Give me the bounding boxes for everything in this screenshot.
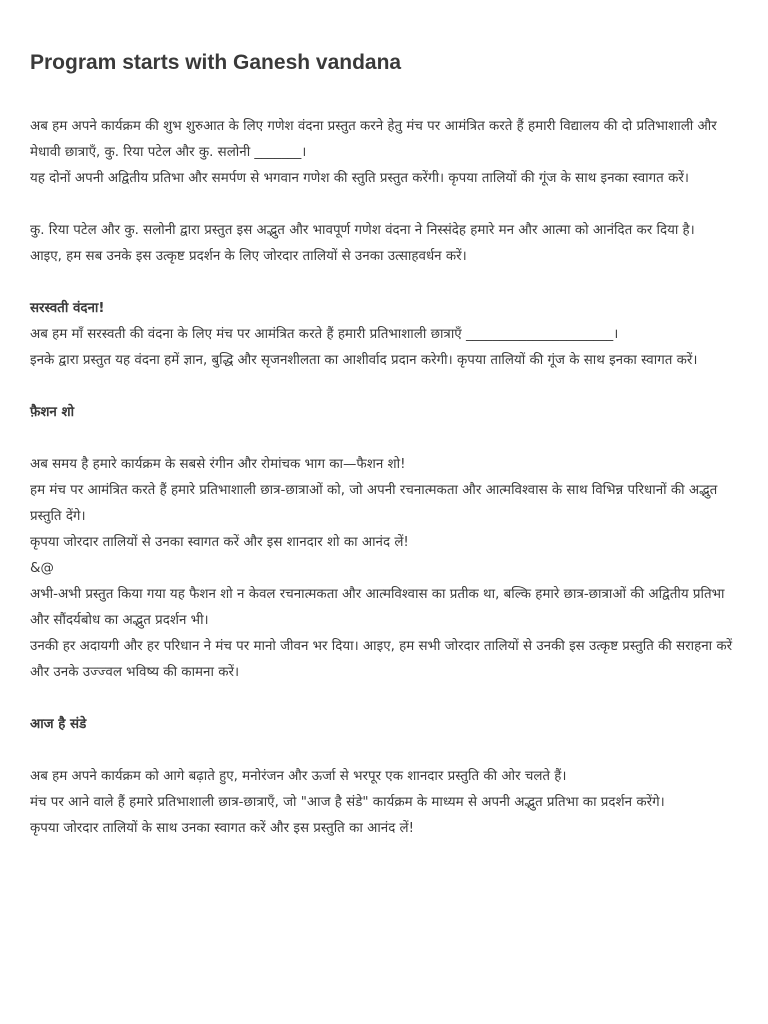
fashion-show-section	[30, 452, 738, 686]
spacer	[30, 738, 738, 764]
ganesh-vandana-intro	[30, 114, 738, 192]
section-heading-fashion-show: फ़ैशन शो	[30, 405, 75, 420]
ganesh-vandana-outro	[30, 218, 738, 270]
page-title: Program starts with Ganesh vandana	[30, 51, 402, 74]
paragraph-line: कृपया जोरदार तालियों से उनका स्वागत करें और इस शानदार शो का आनंद लें!	[30, 535, 409, 550]
section-heading: सरस्वती वंदना!	[30, 301, 105, 316]
paragraph-line: हम मंच पर आमंत्रित करते हैं हमारे प्रतिभाशाली छात्र-छात्राओं को, जो अपनी रचनात्मकता और आत्मविश्वास के साथ विभिन्न परिधानों की अद्भुत प्रस्तुति देंगे।	[30, 483, 718, 524]
paragraph-line: अब हम अपने कार्यक्रम को आगे बढ़ाते हुए, मनोरंजन और ऊर्जा से भरपूर एक शानदार प्रस्तुति की ओर चलते हैं।	[30, 769, 567, 784]
spacer	[30, 374, 738, 400]
saraswati-vandana-section	[30, 296, 738, 374]
aaj-hai-sunday-section	[30, 764, 738, 842]
paragraph-line: यह दोनों अपनी अद्वितीय प्रतिभा और समर्पण से भगवान गणेश की स्तुति प्रस्तुत करेंगी। कृपया तालियों की गूंज के साथ इनका स्वागत करें।	[30, 171, 689, 186]
paragraph-line: अब समय है हमारे कार्यक्रम के सबसे रंगीन और रोमांचक भाग का—फैशन शो!	[30, 457, 406, 472]
paragraph-line: कु. रिया पटेल और कु. सलोनी द्वारा प्रस्तुत इस अद्भुत और भावपूर्ण गणेश वंदना ने निस्संदेह हमारे मन और आत्मा को आनंदित कर दिया है।	[30, 223, 695, 238]
spacer	[30, 426, 738, 452]
paragraph-line: अब हम माँ सरस्वती की वंदना के लिए मंच पर आमंत्रित करते हैं हमारी प्रतिभाशाली छात्राएँ ______________________।	[30, 327, 619, 342]
section-heading-aaj-hai-sunday: आज है संडे	[30, 717, 87, 732]
paragraph-line: इनके द्वारा प्रस्तुत यह वंदना हमें ज्ञान, बुद्धि और सृजनशीलता का आशीर्वाद प्रदान करेगी। कृपया तालियों की गूंज के साथ इनका स्वागत करें।	[30, 353, 698, 368]
paragraph-line: मंच पर आने वाले हैं हमारे प्रतिभाशाली छात्र-छात्राएँ, जो "आज है संडे" कार्यक्रम के माध्यम से अपनी अद्भुत प्रतिभा का प्रदर्शन करेंगे।	[30, 795, 665, 810]
paragraph-line: &@	[30, 561, 54, 576]
spacer	[30, 192, 738, 218]
paragraph-line: उनकी हर अदायगी और हर परिधान ने मंच पर मानो जीवन भर दिया। आइए, हम सभी जोरदार तालियों से उनकी इस उत्कृष्ट प्रस्तुति की सराहना करें और उनके उज्ज्वल भविष्य की कामना करें।	[30, 639, 733, 680]
spacer	[30, 270, 738, 296]
paragraph-line: अभी-अभी प्रस्तुत किया गया यह फैशन शो न केवल रचनात्मकता और आत्मविश्वास का प्रतीक था, बल्कि हमारे छात्र-छात्राओं की अद्वितीय प्रतिभा और सौंदर्यबोध का अद्भुत प्रदर्शन भी।	[30, 587, 725, 628]
paragraph-line: अब हम अपने कार्यक्रम की शुभ शुरुआत के लिए गणेश वंदना प्रस्तुत करने हेतु मंच पर आमंत्रित करते हैं हमारी विद्यालय की दो प्रतिभाशाली और मेधावी छात्राएँ, कु. रिया पटेल और कु. सलोनी _______।	[30, 119, 717, 160]
paragraph-line: आइए, हम सब उनके इस उत्कृष्ट प्रदर्शन के लिए जोरदार तालियों से उनका उत्साहवर्धन करें।	[30, 249, 467, 264]
spacer	[30, 686, 738, 712]
paragraph-line: कृपया जोरदार तालियों के साथ उनका स्वागत करें और इस प्रस्तुति का आनंद लें!	[30, 821, 415, 836]
